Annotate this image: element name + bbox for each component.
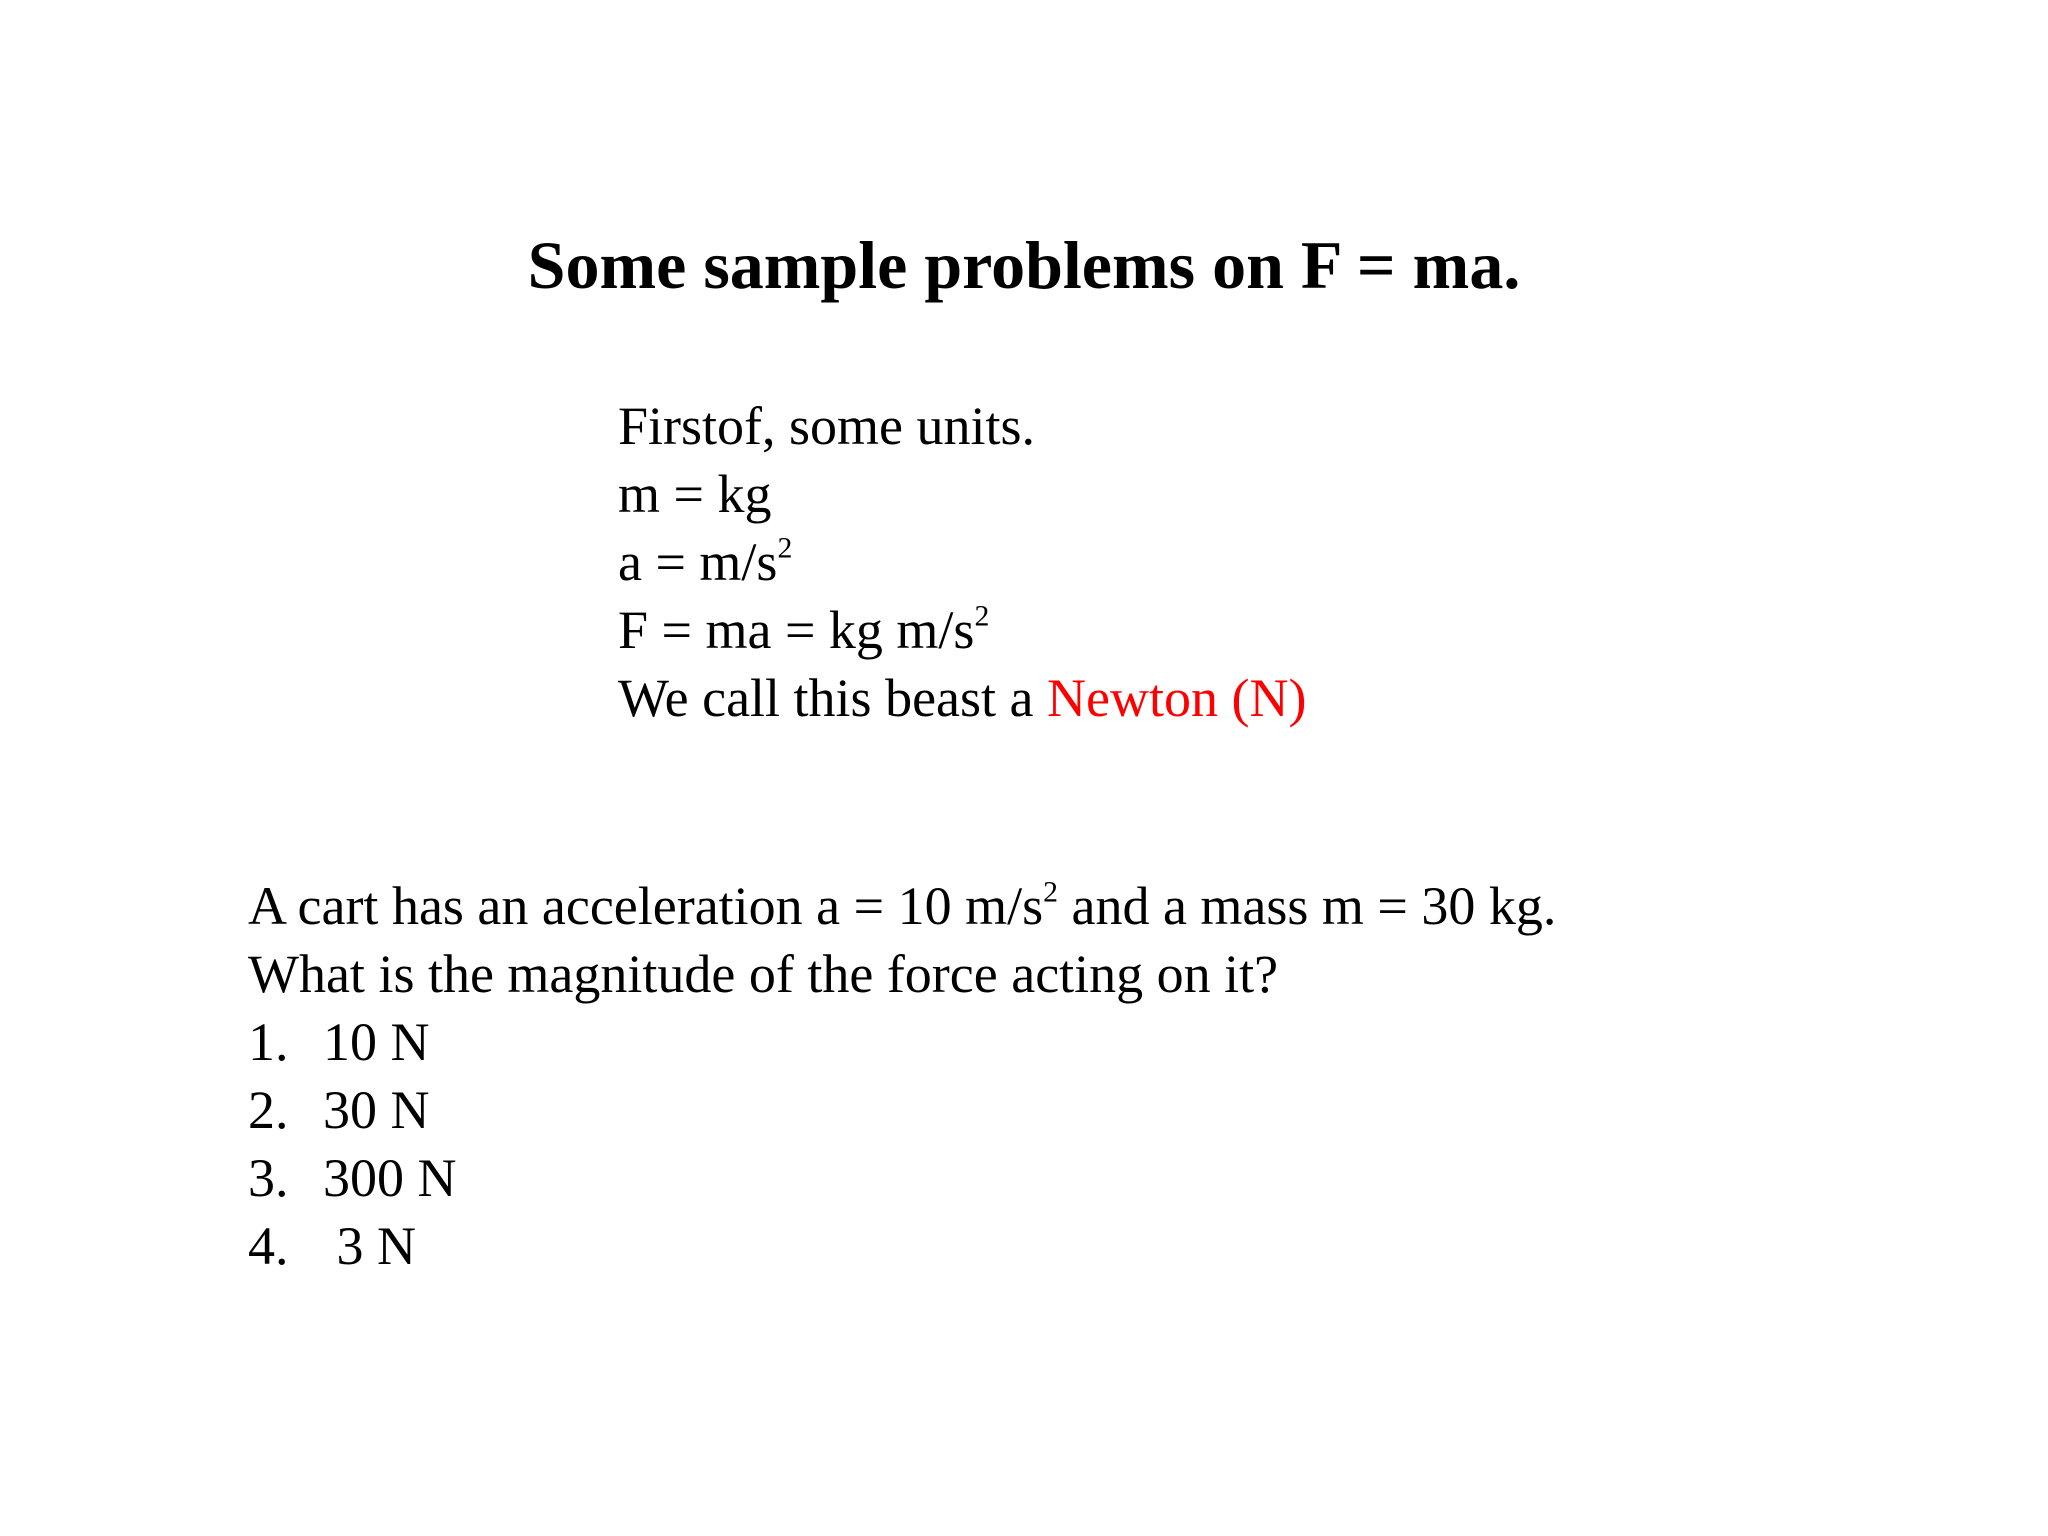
acceleration-unit-text: a = m/s <box>618 532 778 592</box>
problem-exponent: 2 <box>1043 876 1058 909</box>
choice-number: 1. <box>248 1012 289 1072</box>
choice-number: 2. <box>248 1080 289 1140</box>
choice-text: 300 N <box>323 1148 457 1208</box>
answer-choice <box>248 1212 1556 1280</box>
problem-statement <box>248 872 1556 940</box>
slide-title: Some sample problems on F = ma. <box>527 227 1521 303</box>
force-exponent: 2 <box>974 600 990 633</box>
answer-choices <box>248 1008 1556 1280</box>
units-block <box>618 392 1306 732</box>
choice-text: 10 N <box>323 1012 430 1072</box>
problem-statement-part2: and a mass m = 30 kg. <box>1057 876 1557 936</box>
problem-statement-part1: A cart has an acceleration a = 10 m/s <box>248 876 1044 936</box>
acceleration-unit-line <box>618 528 1306 596</box>
force-unit-text: F = ma = kg m/s <box>618 600 975 660</box>
units-intro: Firstof, some units. <box>618 396 1036 456</box>
newton-highlight: Newton (N) <box>1047 668 1307 728</box>
answer-choice <box>248 1008 1556 1076</box>
problem-block <box>248 872 1556 1280</box>
choice-text: 30 N <box>323 1080 430 1140</box>
mass-unit-line: m = kg <box>618 464 772 524</box>
choice-text: 3 N <box>323 1216 416 1276</box>
newton-line-prefix: We call this beast a <box>618 668 1047 728</box>
problem-question: What is the magnitude of the force acting on it? <box>248 944 1279 1004</box>
answer-choice <box>248 1076 1556 1144</box>
choice-number: 3. <box>248 1148 289 1208</box>
answer-choice <box>248 1144 1556 1212</box>
choice-number: 4. <box>248 1216 289 1276</box>
newton-line <box>618 664 1306 732</box>
acceleration-exponent: 2 <box>777 532 793 565</box>
force-unit-line <box>618 596 1306 664</box>
